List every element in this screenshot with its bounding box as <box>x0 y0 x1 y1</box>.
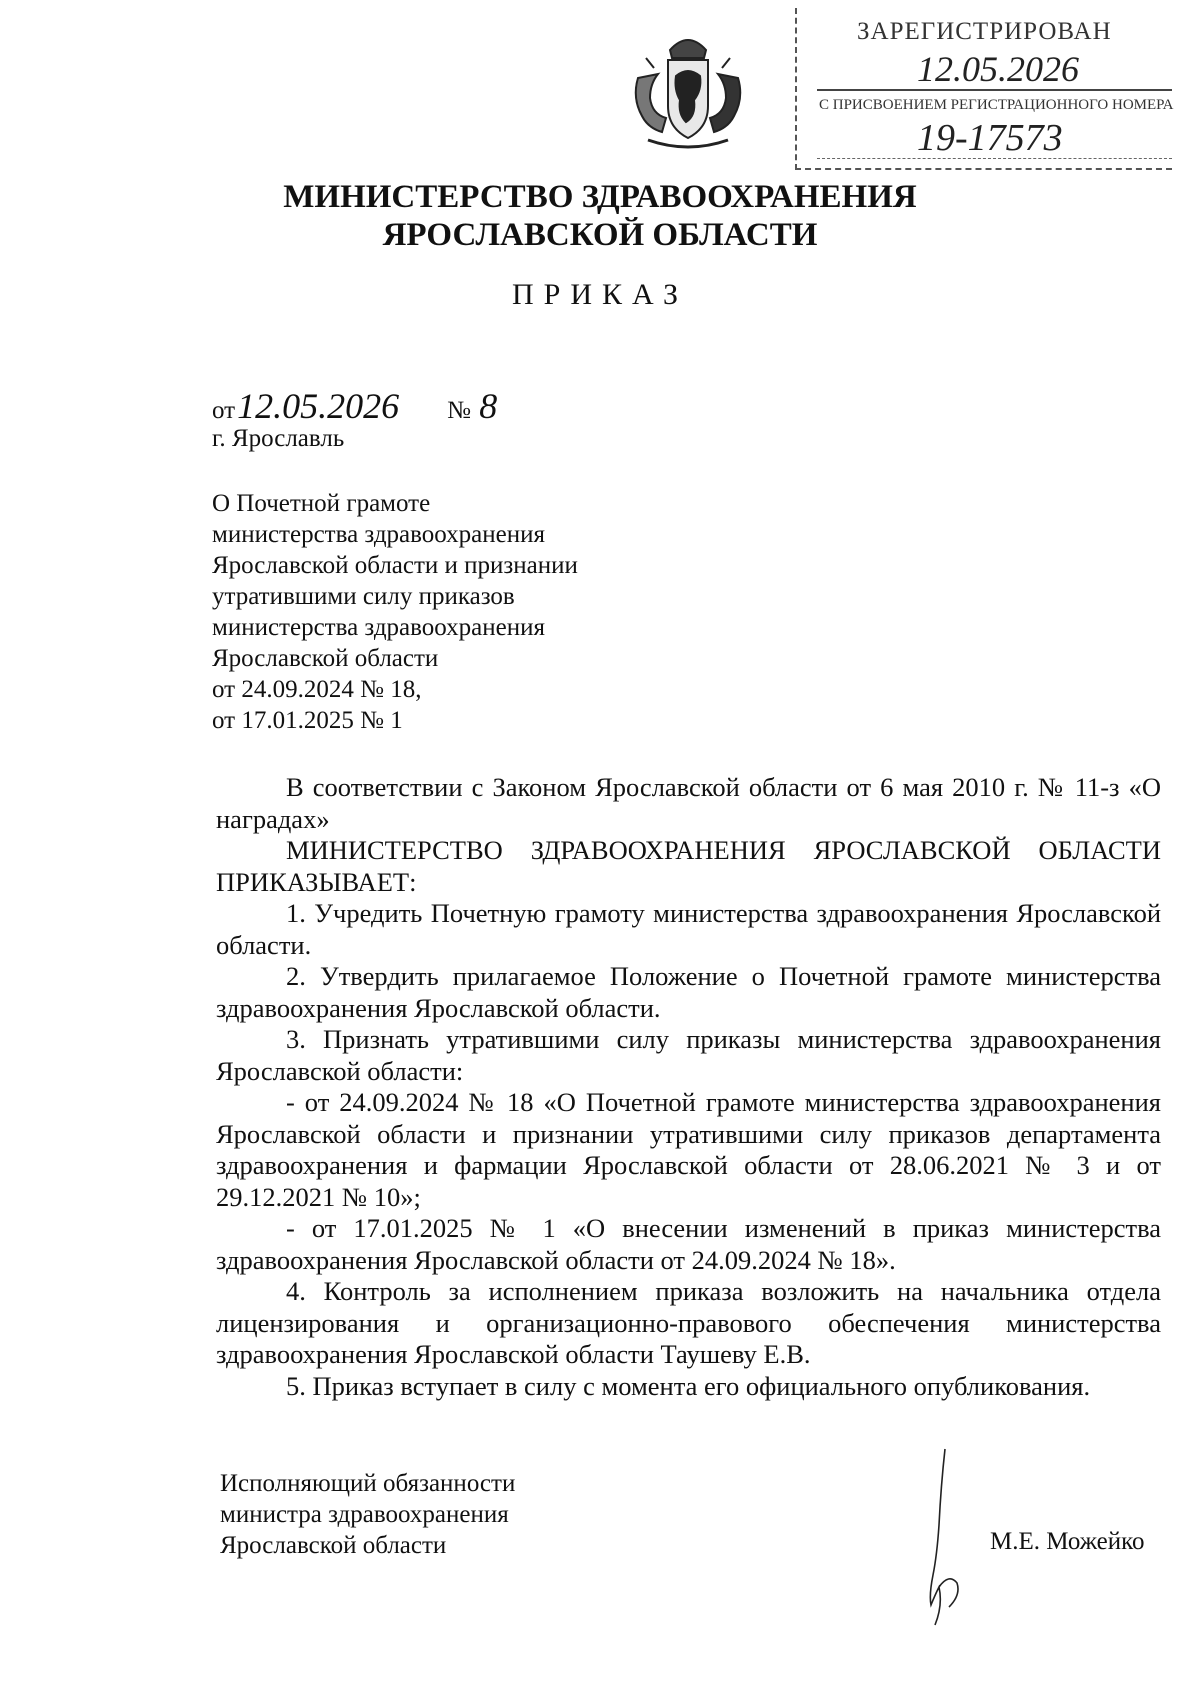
subject-line: министерства здравоохранения <box>212 614 545 641</box>
subject-line: О Почетной грамоте <box>212 490 431 517</box>
order-subject <box>212 488 578 736</box>
ministry-title <box>0 178 1200 254</box>
subject-line: Ярославской области <box>212 645 439 672</box>
order-date-number <box>212 385 497 427</box>
position-line: министра здравоохранения <box>220 1501 509 1528</box>
order-item-4: 4. Контроль за исполнением приказа возложить на начальника отдела лицензирования и организационно-правового обеспечения министерства здравоохранения Ярославской области Таушеву Е.В. <box>216 1276 1161 1369</box>
stamp-registered-label: ЗАРЕГИСТРИРОВАН <box>857 18 1112 45</box>
order-item-2: 2. Утвердить прилагаемое Положение о Почетной грамоте министерства здравоохранения Ярославской области. <box>216 961 1161 1023</box>
position-line: Исполняющий обязанности <box>220 1470 516 1497</box>
order-item-1: 1. Учредить Почетную грамоту министерства здравоохранения Ярославской области. <box>216 898 1161 960</box>
subject-line: утратившими силу приказов <box>212 583 515 610</box>
coat-of-arms-icon <box>618 28 758 158</box>
preamble: В соответствии с Законом Ярославской области от 6 мая 2010 г. № 11-з «О наградах» <box>216 772 1161 834</box>
order-number: 8 <box>479 386 498 426</box>
order-item-3b: - от 17.01.2025 № 1 «О внесении изменений в приказ министерства здравоохранения Ярославской области от 24.09.2024 № 18». <box>216 1213 1161 1275</box>
stamp-reg-number: 19-17573 <box>917 117 1063 159</box>
order-item-5: 5. Приказ вступает в силу с момента его официального опубликования. <box>286 1370 1091 1401</box>
ministry-title-line1: МИНИСТЕРСТВО ЗДРАВООХРАНЕНИЯ <box>283 179 917 215</box>
stamp-bottom-line <box>817 158 1172 159</box>
date-prefix: от <box>212 397 236 424</box>
order-item-3a: - от 24.09.2024 № 18 «О Почетной грамоте министерства здравоохранения Ярославской области и признании утратившими силу приказов департамента здравоохранения и фармации Ярославской области от 28.06.2021 № 3 и от 29.12.2021 № 10»; <box>216 1087 1161 1212</box>
subject-line: Ярославской области и признании <box>212 552 578 579</box>
position-line: Ярославской области <box>220 1532 447 1559</box>
subject-line: от 17.01.2025 № 1 <box>212 707 403 734</box>
signatory-position <box>220 1468 515 1561</box>
number-prefix: № <box>447 397 471 424</box>
ministry-title-line2: ЯРОСЛАВСКОЙ ОБЛАСТИ <box>382 217 818 253</box>
orders-line: МИНИСТЕРСТВО ЗДРАВООХРАНЕНИЯ ЯРОСЛАВСКОЙ ОБЛАСТИ ПРИКАЗЫВАЕТ: <box>216 835 1161 897</box>
stamp-date: 12.05.2026 <box>917 49 1079 89</box>
order-body <box>216 772 1161 1402</box>
subject-line: от 24.09.2024 № 18, <box>212 676 422 703</box>
order-city: г. Ярославль <box>212 425 345 452</box>
subject-line: министерства здравоохранения <box>212 521 545 548</box>
stamp-reg-number-label: С ПРИСВОЕНИЕМ РЕГИСТРАЦИОННОГО НОМЕРА <box>819 97 1174 113</box>
order-item-3: 3. Признать утратившими силу приказы министерства здравоохранения Ярославской области: <box>216 1024 1161 1086</box>
document-type: ПРИКАЗ <box>512 278 688 311</box>
stamp-divider <box>817 89 1172 91</box>
signatory-name: М.Е. Можейко <box>990 1528 1145 1555</box>
handwritten-signature-icon <box>905 1445 985 1635</box>
registration-stamp <box>795 8 1172 170</box>
order-date: 12.05.2026 <box>237 386 400 426</box>
